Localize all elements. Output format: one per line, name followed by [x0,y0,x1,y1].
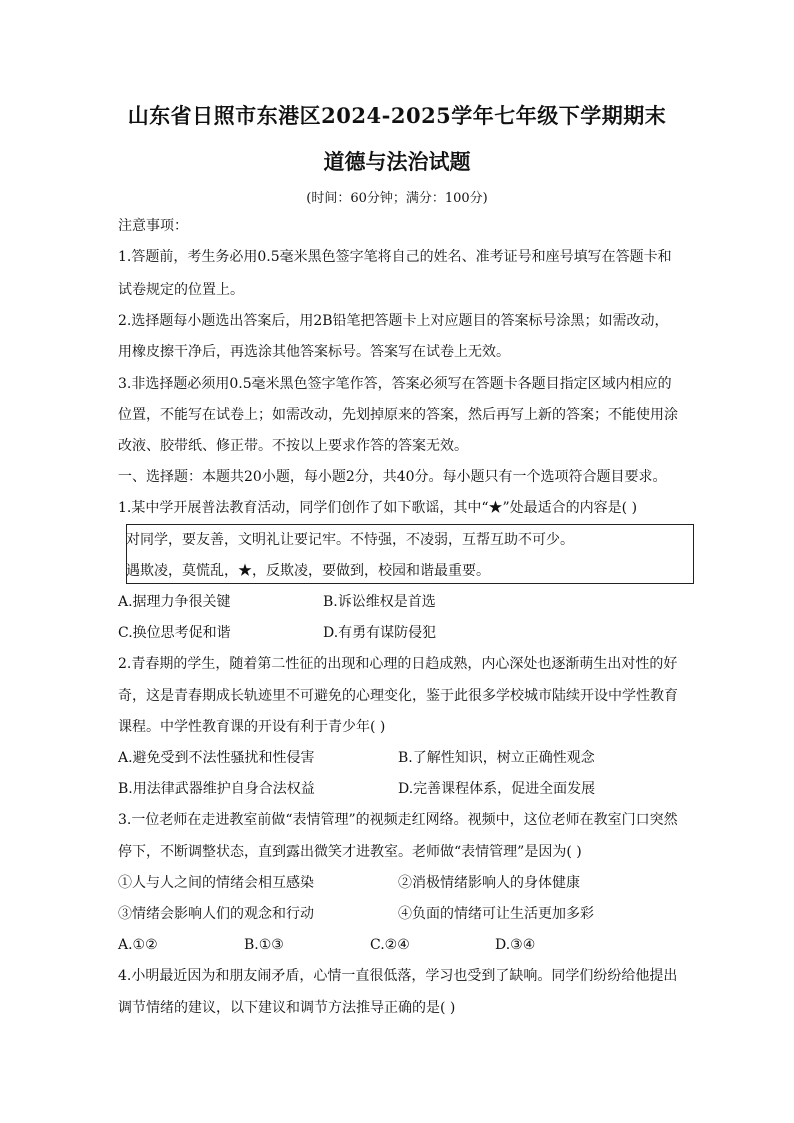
notice-line: 改液、胶带纸、修正带。不按以上要求作答的答案无效。 [118,438,468,454]
q1-stem: 1.某中学开展普法教育活动，同学们创作了如下歌谣，其中“★”处最适合的内容是( ) [118,500,638,516]
q2-option-b: B.了解性知识，树立正确性观念 [398,750,595,766]
q3-statement-3: ③情绪会影响人们的观念和行动 [118,906,314,922]
q1-option-c: C.换位思考促和谐 [118,625,231,641]
notice-line: 1.答题前，考生务必用0.5毫米黑色签字笔将自己的姓名、准考证号和座号填写在答题卡和 [118,249,672,265]
notice-line: 2.选择题每小题选出答案后，用2B铅笔把答题卡上对应题目的答案标号涂黑；如需改动， [118,313,669,329]
q4-stem: 4.小明最近因为和朋友闹矛盾，心情一直很低落，学习也受到了缺响。同学们纷纷给他提出 [118,968,678,984]
q2-option-d: D.完善课程体系，促进全面发展 [398,781,596,797]
section-heading: 一、选择题：本题共20小题，每小题2分，共40分。每小题只有一个选项符合题目要求。 [118,469,667,485]
exam-title-line2: 道德与法治试题 [323,149,471,174]
q3-option-c: C.②④ [370,937,410,953]
notice-line: 用橡皮擦干净后，再选涂其他答案标号。答案写在试卷上无效。 [118,344,510,360]
notice-line: 3.非选择题必须用0.5毫米黑色签字笔作答，答案必须写在答题卡各题目指定区域内相应的 [118,376,672,392]
q1-rhyme-line: 遇欺凌，莫慌乱，★，反欺凌，要做到，校园和谐最重要。 [126,563,490,579]
q3-option-d: D.③④ [495,937,536,953]
q3-option-a: A.①② [118,937,158,953]
q2-option-c: B.用法律武器维护自身合法权益 [118,781,315,797]
q3-statement-1: ①人与人之间的情绪会相互感染 [118,875,314,891]
q2-stem: 课程。中学性教育课的开设有利于青少年( ) [118,719,386,735]
q2-option-a: A.避免受到不法性骚扰和性侵害 [118,750,315,766]
exam-title-line1: 山东省日照市东港区2024-2025学年七年级下学期期末 [127,103,667,128]
notice-line: 位置，不能写在试卷上；如需改动，先划掉原来的答案，然后再写上新的答案；不能使用涂 [118,407,678,423]
q3-stem: 3.一位老师在走进教室前做“表情管理”的视频走红网络。视频中，这位老师在教室门口突然 [118,812,678,828]
q3-stem: 停下，不断调整状态，直到露出微笑才进教室。老师做“表情管理”是因为( ) [118,844,582,860]
q3-option-b: B.①③ [244,937,284,953]
q3-statement-2: ②消极情绪影响人的身体健康 [398,875,580,891]
q2-stem: 奇，这是青春期成长轨迹里不可避免的心理变化，鉴于此很多学校城市陆续开设中学性教育 [118,688,678,704]
q1-option-d: D.有勇有谋防侵犯 [323,625,437,641]
notice-line: 试卷规定的位置上。 [118,282,244,298]
q2-stem: 2.青春期的学生，随着第二性征的出现和心理的日趋成熟，内心深处也逐渐萌生出对性的好 [118,656,678,672]
exam-time-score: (时间：60分钟；满分：100分) [306,191,488,206]
q4-stem: 调节情绪的建议，以下建议和调节方法推导正确的是( ) [118,1000,456,1016]
notice-heading: 注意事项： [118,218,188,234]
q1-option-a: A.据理力争很关键 [118,594,231,610]
q3-statement-4: ④负面的情绪可让生活更加多彩 [398,906,594,922]
q1-option-b: B.诉讼维权是首选 [323,594,436,610]
q1-rhyme-line: 对同学，要友善，文明礼让要记牢。不恃强，不凌弱，互帮互助不可少。 [126,532,574,548]
